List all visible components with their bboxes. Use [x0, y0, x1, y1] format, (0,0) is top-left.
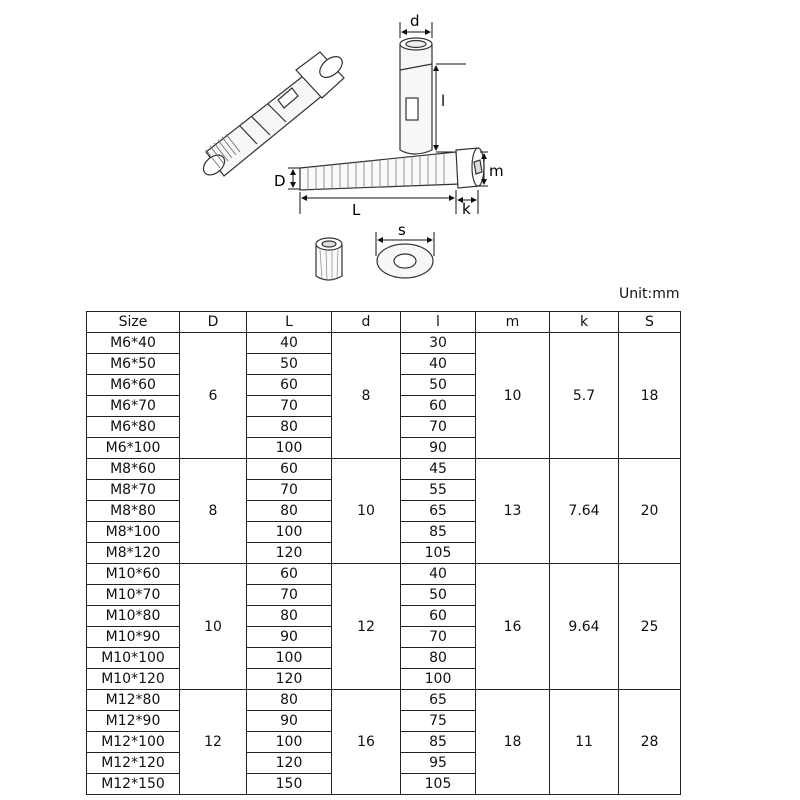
cell-L: 60 — [247, 564, 332, 585]
table-row — [87, 459, 681, 480]
cell-L: 50 — [247, 354, 332, 375]
cell-S: 18 — [619, 333, 681, 459]
assembled-anchor — [200, 52, 346, 179]
sleeve — [400, 38, 432, 154]
cell-l: 75 — [401, 711, 476, 732]
cell-d: 12 — [332, 564, 401, 690]
cell-L: 150 — [247, 774, 332, 795]
header-size: Size — [87, 312, 180, 333]
cell-L: 80 — [247, 690, 332, 711]
label-d: d — [410, 12, 420, 30]
cell-l: 105 — [401, 543, 476, 564]
cell-L: 80 — [247, 606, 332, 627]
cell-size: M12*90 — [87, 711, 180, 732]
cell-l: 40 — [401, 354, 476, 375]
cell-size: M10*80 — [87, 606, 180, 627]
table-row — [87, 333, 681, 354]
label-s: s — [398, 221, 406, 239]
cell-l: 45 — [401, 459, 476, 480]
cell-D: 10 — [180, 564, 247, 690]
cell-l: 95 — [401, 753, 476, 774]
cell-k: 7.64 — [550, 459, 619, 564]
cell-size: M6*70 — [87, 396, 180, 417]
unit-label: Unit:mm — [619, 286, 680, 302]
cell-m: 16 — [476, 564, 550, 690]
cell-size: M6*60 — [87, 375, 180, 396]
cell-L: 70 — [247, 585, 332, 606]
nut — [316, 238, 342, 280]
cell-D: 12 — [180, 690, 247, 795]
cell-k: 9.64 — [550, 564, 619, 690]
cell-size: M10*120 — [87, 669, 180, 690]
header-D: D — [180, 312, 247, 333]
cell-l: 30 — [401, 333, 476, 354]
cell-L: 120 — [247, 669, 332, 690]
header-d: d — [332, 312, 401, 333]
cell-L: 100 — [247, 732, 332, 753]
cell-D: 6 — [180, 333, 247, 459]
cell-size: M10*70 — [87, 585, 180, 606]
cell-L: 100 — [247, 522, 332, 543]
washer — [377, 244, 433, 278]
label-l: l — [441, 92, 446, 110]
bolt — [300, 148, 484, 190]
cell-l: 90 — [401, 438, 476, 459]
cell-size: M12*100 — [87, 732, 180, 753]
cell-L: 100 — [247, 438, 332, 459]
cell-d: 8 — [332, 333, 401, 459]
cell-m: 10 — [476, 333, 550, 459]
header-S: S — [619, 312, 681, 333]
cell-l: 100 — [401, 669, 476, 690]
table-row — [87, 690, 681, 711]
cell-size: M10*60 — [87, 564, 180, 585]
cell-L: 90 — [247, 627, 332, 648]
cell-l: 70 — [401, 417, 476, 438]
cell-k: 5.7 — [550, 333, 619, 459]
header-m: m — [476, 312, 550, 333]
cell-l: 40 — [401, 564, 476, 585]
cell-size: M8*120 — [87, 543, 180, 564]
bolt-diagram — [0, 0, 800, 300]
cell-size: M6*100 — [87, 438, 180, 459]
table-header-row — [87, 312, 681, 333]
cell-D: 8 — [180, 459, 247, 564]
cell-l: 85 — [401, 522, 476, 543]
cell-L: 80 — [247, 501, 332, 522]
cell-size: M10*100 — [87, 648, 180, 669]
cell-L: 70 — [247, 480, 332, 501]
cell-d: 10 — [332, 459, 401, 564]
table-row — [87, 564, 681, 585]
cell-size: M6*50 — [87, 354, 180, 375]
cell-size: M12*150 — [87, 774, 180, 795]
cell-d: 16 — [332, 690, 401, 795]
label-m: m — [489, 162, 504, 180]
cell-L: 70 — [247, 396, 332, 417]
cell-L: 120 — [247, 753, 332, 774]
cell-size: M10*90 — [87, 627, 180, 648]
cell-size: M6*80 — [87, 417, 180, 438]
cell-l: 55 — [401, 480, 476, 501]
label-L: L — [352, 201, 361, 219]
spec-table-body — [87, 333, 681, 795]
cell-size: M8*80 — [87, 501, 180, 522]
header-l: l — [401, 312, 476, 333]
cell-size: M12*120 — [87, 753, 180, 774]
cell-L: 60 — [247, 459, 332, 480]
cell-S: 25 — [619, 564, 681, 690]
cell-l: 50 — [401, 585, 476, 606]
cell-l: 85 — [401, 732, 476, 753]
cell-l: 60 — [401, 606, 476, 627]
cell-size: M8*100 — [87, 522, 180, 543]
cell-S: 28 — [619, 690, 681, 795]
cell-L: 60 — [247, 375, 332, 396]
cell-l: 105 — [401, 774, 476, 795]
cell-m: 18 — [476, 690, 550, 795]
cell-size: M12*80 — [87, 690, 180, 711]
cell-L: 90 — [247, 711, 332, 732]
cell-k: 11 — [550, 690, 619, 795]
cell-L: 120 — [247, 543, 332, 564]
cell-l: 80 — [401, 648, 476, 669]
cell-size: M6*40 — [87, 333, 180, 354]
cell-l: 60 — [401, 396, 476, 417]
cell-S: 20 — [619, 459, 681, 564]
cell-L: 80 — [247, 417, 332, 438]
cell-L: 100 — [247, 648, 332, 669]
header-k: k — [550, 312, 619, 333]
spec-table — [86, 311, 681, 795]
cell-l: 50 — [401, 375, 476, 396]
label-k: k — [462, 200, 471, 218]
header-L: L — [247, 312, 332, 333]
cell-l: 65 — [401, 690, 476, 711]
cell-size: M8*70 — [87, 480, 180, 501]
cell-size: M8*60 — [87, 459, 180, 480]
cell-m: 13 — [476, 459, 550, 564]
cell-L: 40 — [247, 333, 332, 354]
cell-l: 65 — [401, 501, 476, 522]
label-D: D — [274, 172, 286, 190]
cell-l: 70 — [401, 627, 476, 648]
